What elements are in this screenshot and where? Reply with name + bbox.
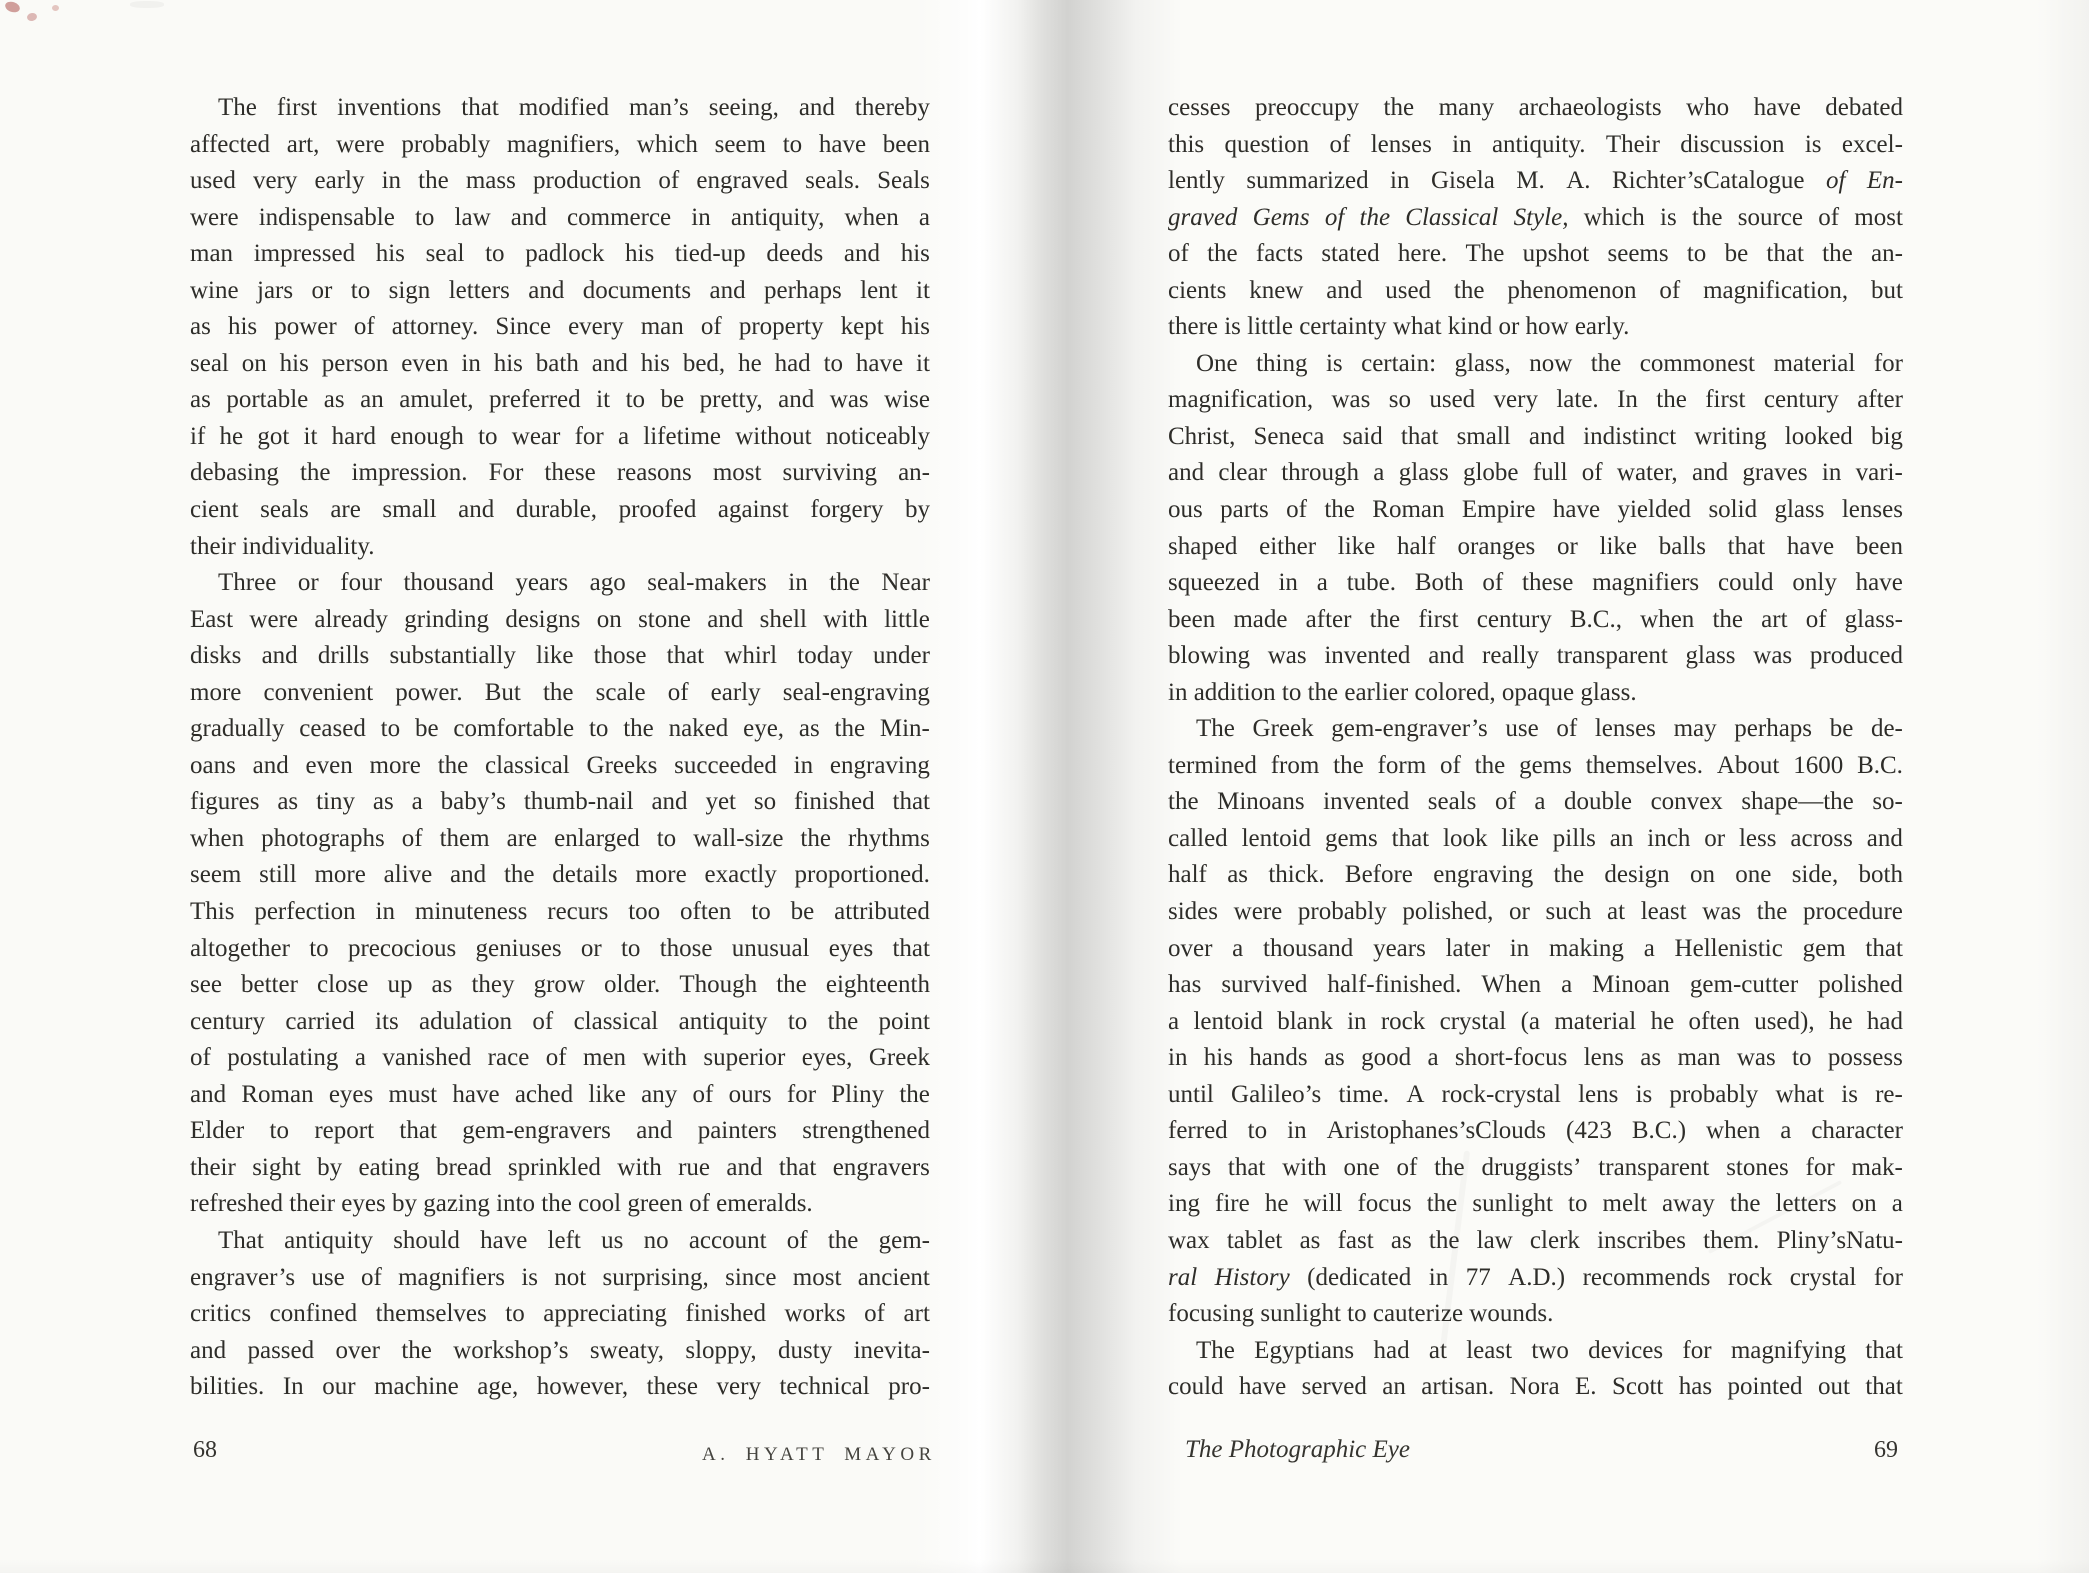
running-footer-chapter-title: The Photographic Eye: [1185, 1436, 1410, 1463]
page-number-left: 68: [193, 1437, 217, 1463]
text-line: bilities. In our machine age, however, these very technical pro-: [190, 1373, 930, 1401]
text-line: Elder to report that gem-engravers and painters strengthened: [190, 1117, 930, 1145]
text-line: man impressed his seal to padlock his tied-up deeds and his: [190, 240, 930, 268]
text-line: says that with one of the druggists’ transparent stones for mak-: [1168, 1153, 1903, 1181]
text-line: critics confined themselves to appreciating finished works of art: [190, 1300, 930, 1328]
text-line: seal on his person even in his bath and his bed, he had to have it: [190, 349, 930, 377]
text-line: this question of lenses in antiquity. Their discussion is excel-: [1168, 130, 1903, 158]
text-line: and clear through a glass globe full of water, and graves in vari-: [1168, 459, 1903, 487]
text-line: This perfection in minuteness recurs too often to be attributed: [190, 898, 930, 926]
text-line: squeezed in a tube. Both of these magnifiers could only have: [1168, 569, 1903, 597]
text-line: debasing the impression. For these reasons most surviving an-: [190, 459, 930, 487]
text-line: see better close up as they grow older. Though the eighteenth: [190, 971, 930, 999]
text-line: affected art, were probably magnifiers, which seem to have been: [190, 130, 930, 158]
text-line: graved Gems of the Classical Style, which is the source of most: [1168, 203, 1903, 231]
scan-smudge: [130, 1, 164, 8]
text-line: over a thousand years later in making a Hellenistic gem that: [1168, 934, 1903, 962]
text-line: of postulating a vanished race of men with superior eyes, Greek: [190, 1044, 930, 1072]
text-line: ing fire he will focus the sunlight to melt away the letters on a: [1168, 1190, 1903, 1218]
text-line: blowing was invented and really transparent glass was produced: [1168, 642, 1903, 670]
text-line: cient seals are small and durable, proofed against forgery by: [190, 496, 930, 524]
text-line: has survived half-finished. When a Minoan gem-cutter polished: [1168, 971, 1903, 999]
text-line: until Galileo’s time. A rock-crystal lens is probably what is re-: [1168, 1080, 1903, 1108]
text-line: Christ, Seneca said that small and indistinct writing looked big: [1168, 422, 1903, 450]
text-line: as portable as an amulet, preferred it to be pretty, and was wise: [190, 386, 930, 414]
text-line: wine jars or to sign letters and documents and perhaps lent it: [190, 276, 930, 304]
text-line: sides were probably polished, or such at least was the procedure: [1168, 898, 1903, 926]
text-line: century carried its adulation of classical antiquity to the point: [190, 1007, 930, 1035]
running-footer-author: A. HYATT MAYOR: [702, 1444, 936, 1465]
text-line: if he got it hard enough to wear for a lifetime without noticeably: [190, 422, 930, 450]
text-line: were indispensable to law and commerce in antiquity, when a: [190, 203, 930, 231]
text-line: oans and even more the classical Greeks succeeded in engraving: [190, 751, 930, 779]
text-line: engraver’s use of magnifiers is not surprising, since most ancient: [190, 1263, 930, 1291]
text-line: termined from the form of the gems themselves. About 1600 B.C.: [1168, 751, 1903, 779]
text-line: been made after the first century B.C., when the art of glass-: [1168, 605, 1903, 633]
text-line: magnification, was so used very late. In the first century after: [1168, 386, 1903, 414]
text-line: and Roman eyes must have ached like any of ours for Pliny the: [190, 1080, 930, 1108]
text-line: their sight by eating bread sprinkled with rue and that engravers: [190, 1153, 930, 1181]
text-line: Three or four thousand years ago seal-makers in the Near: [218, 569, 930, 597]
text-line: The Greek gem-engraver’s use of lenses may perhaps be de-: [1196, 715, 1903, 743]
text-line: lently summarized in Gisela M. A. Richter’sCatalogue of En-: [1168, 167, 1903, 195]
text-line: as his power of attorney. Since every man of property kept his: [190, 313, 930, 341]
text-line: focusing sunlight to cauterize wounds.: [1168, 1300, 1554, 1328]
text-line: and passed over the workshop’s sweaty, sloppy, dusty inevita-: [190, 1336, 930, 1364]
text-line: disks and drills substantially like those that whirl today under: [190, 642, 930, 670]
text-line: shaped either like half oranges or like balls that have been: [1168, 532, 1903, 560]
text-line: One thing is certain: glass, now the commonest material for: [1196, 349, 1903, 377]
text-line: in addition to the earlier colored, opaque glass.: [1168, 678, 1637, 706]
text-line: East were already grinding designs on stone and shell with little: [190, 605, 930, 633]
text-line: half as thick. Before engraving the design on one side, both: [1168, 861, 1903, 889]
text-line: wax tablet as fast as the law clerk inscribes them. Pliny’sNatu-: [1168, 1226, 1903, 1254]
text-line: figures as tiny as a baby’s thumb-nail and yet so finished that: [190, 788, 930, 816]
text-line: seem still more alive and the details more exactly proportioned.: [190, 861, 930, 889]
text-line: called lentoid gems that look like pills an inch or less across and: [1168, 824, 1903, 852]
text-line: That antiquity should have left us no account of the gem-: [218, 1226, 930, 1254]
text-line: cesses preoccupy the many archaeologists who have debated: [1168, 94, 1903, 121]
text-line: could have served an artisan. Nora E. Scott has pointed out that: [1168, 1373, 1903, 1401]
text-line: a lentoid blank in rock crystal (a material he often used), he had: [1168, 1007, 1903, 1035]
text-line: ous parts of the Roman Empire have yielded solid glass lenses: [1168, 496, 1903, 524]
text-line: altogether to precocious geniuses or to those unusual eyes that: [190, 934, 930, 962]
text-line: their individuality.: [190, 532, 375, 560]
text-line: of the facts stated here. The upshot seems to be that the an-: [1168, 240, 1903, 268]
text-line: in his hands as good a short-focus lens as man was to possess: [1168, 1044, 1903, 1072]
text-line: cients knew and used the phenomenon of magnification, but: [1168, 276, 1903, 304]
text-line: when photographs of them are enlarged to wall-size the rhythms: [190, 824, 930, 852]
red-ink-speck: [4, 0, 21, 14]
text-line: ferred to in Aristophanes’sClouds (423 B.C.) when a character: [1168, 1117, 1903, 1145]
text-line: there is little certainty what kind or how early.: [1168, 313, 1630, 341]
text-line: ral History (dedicated in 77 A.D.) recommends rock crystal for: [1168, 1263, 1903, 1291]
left-page-text-column: [190, 90, 930, 1406]
text-line: the Minoans invented seals of a double convex shape—the so-: [1168, 788, 1903, 816]
red-ink-speck: [52, 5, 59, 11]
page-number-right: 69: [1874, 1437, 1898, 1463]
text-line: The Egyptians had at least two devices for magnifying that: [1196, 1336, 1903, 1364]
text-line: more convenient power. But the scale of early seal-engraving: [190, 678, 930, 706]
red-ink-speck: [26, 12, 37, 22]
text-line: refreshed their eyes by gazing into the cool green of emeralds.: [190, 1190, 813, 1218]
text-line: used very early in the mass production of engraved seals. Seals: [190, 167, 930, 195]
text-line: gradually ceased to be comfortable to the naked eye, as the Min-: [190, 715, 930, 743]
text-line: The first inventions that modified man’s seeing, and thereby: [218, 94, 930, 121]
right-page-text-column: [1168, 90, 1903, 1406]
